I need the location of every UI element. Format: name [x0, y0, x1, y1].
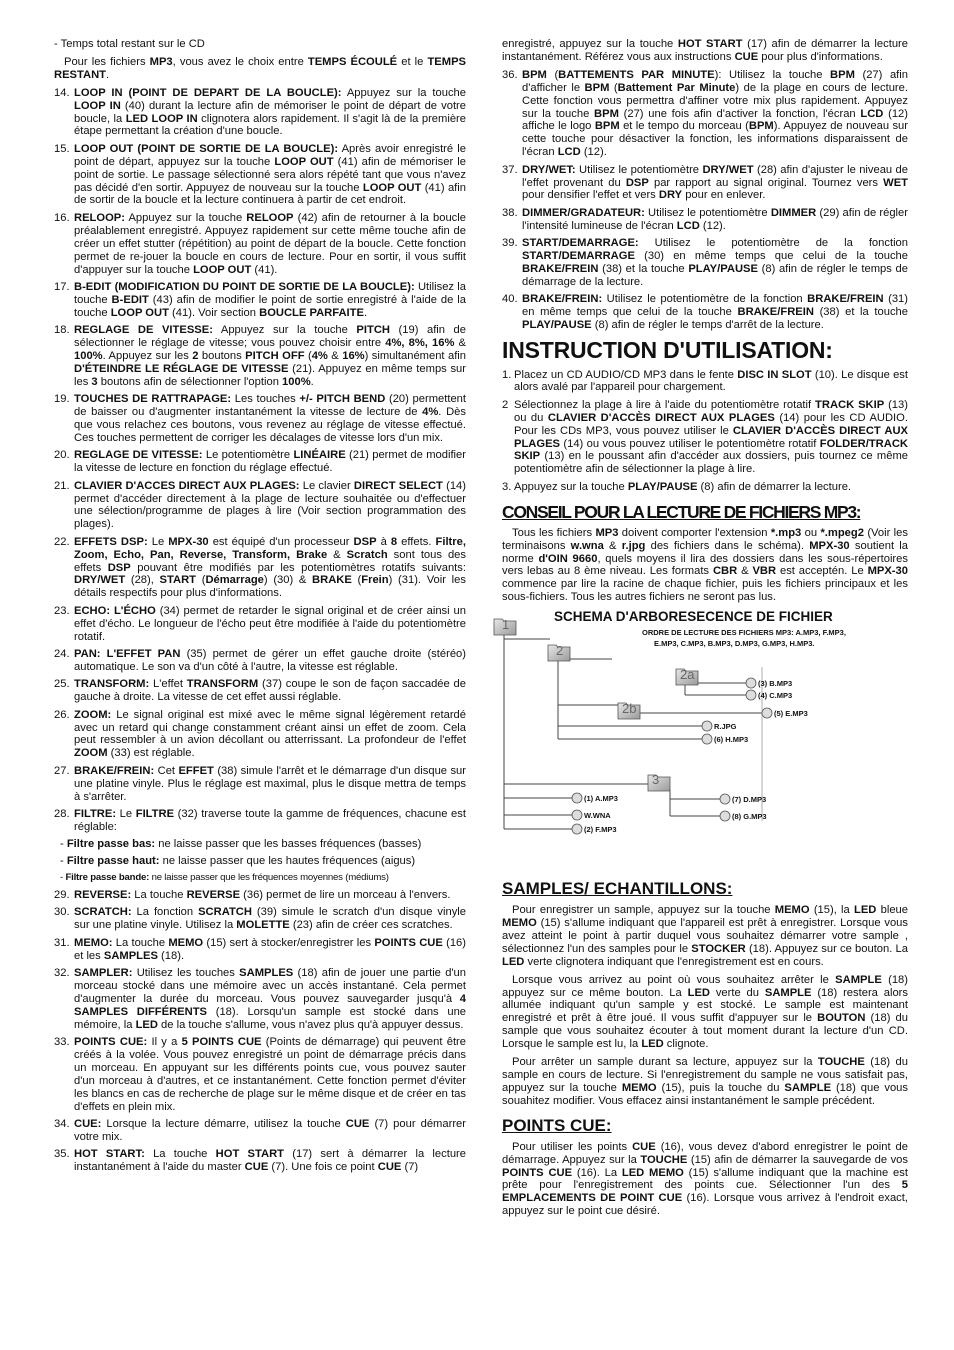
continuation-paragraph: enregistré, appuyez sur la touche HOT START (17) afin de démarrer la lecture instantanément. Référez vous aux instructions CUE pour plus d'informations. — [502, 38, 908, 63]
item-number: 26. — [54, 708, 70, 721]
diagram-title: SCHEMA D'ARBORESECENCE DE FICHIER — [554, 609, 833, 625]
item-number: 16. — [54, 211, 70, 224]
numbered-item — [54, 709, 466, 761]
points-cue-heading: POINTS CUE: — [502, 1115, 612, 1135]
item-text: MEMO: La touche MEMO (15) sert à stocker/enregistrer les POINTS CUE (16) et les SAMPLES (18). — [74, 936, 466, 962]
item-text: BPM (BATTEMENTS PAR MINUTE): Utilisez la touche BPM (27) afin d'afficher le BPM (Battement Par Minute) de la plage en cours de lecture. Cette fonction vous permettra d'affiner votre mix plus rapidement. Appuyez sur la touche BPM (27) une fois afin d'activer la fonction, l'écran LCD (12) affiche le logo BPM et le tempo du morceau (BPM). Appuyez de nouveau sur cette touche pour désactiver la fonction, les informations disparaissent de l'écran LCD (12). — [522, 68, 908, 159]
item-number: 27. — [54, 764, 70, 777]
file-disc-icon — [702, 734, 712, 744]
instruction-heading: INSTRUCTION D'UTILISATION: — [502, 336, 833, 363]
file-disc-icon — [746, 678, 756, 688]
folder-label: 2 — [556, 643, 564, 659]
right-column — [502, 38, 908, 1223]
item-number: 31. — [54, 936, 70, 949]
numbered-item — [502, 69, 908, 159]
folder-label: 2a — [680, 667, 695, 683]
numbered-item — [54, 143, 466, 208]
filter-item: - Filtre passe bande: ne laisse passer que les fréquences moyennes (médiums) — [60, 872, 389, 884]
item-number: 28. — [54, 807, 70, 820]
numbered-item — [54, 1036, 466, 1113]
file-label: W.WNA — [584, 811, 611, 821]
item-number: 21. — [54, 479, 70, 492]
folder-label: 3 — [652, 772, 660, 788]
item-text: EFFETS DSP: Le MPX-30 est équipé d'un processeur DSP à 8 effets. Filtre, Zoom, Echo, Pan, Reverse, Transform, Brake & Scratch sont tous des effets DSP pouvant être modifiés par les potentiomètres rotatifs suivants: DRY/WET (28), START (Démarrage) (30) & BRAKE (Frein) (31). Voir les détails respectifs pour plus d'informations. — [74, 535, 466, 600]
samples-paragraph: Lorsque vous arrivez au point où vous souhaitez arrêter le SAMPLE (18) appuyez sur ce même bouton. La LED verte du SAMPLE (18) restera alors allumée indiquant qu'un sample y est stocké. Le sample est maintenant enregistré et prêt à être joué. Il vous suffit d'appuyer sur le BOUTON (18) du sample que vous souhaitez écouter à tout moment durant la lecture d'un CD. Lorsque le sample est lu, la LED clignote. — [502, 973, 908, 1051]
samples-heading: SAMPLES/ ECHANTILLONS: — [502, 879, 733, 899]
item-text: BRAKE/FREIN: Cet EFFET (38) simule l'arrêt et le démarrage d'un disque sur une platine vinyle. Plus le réglage est maximal, plus le disque mettra de temps à s'arrêter. — [74, 764, 466, 803]
item-number: 34. — [54, 1117, 70, 1130]
numbered-item — [54, 605, 466, 644]
numbered-item — [502, 369, 908, 395]
item-text: HOT START: La touche HOT START (17) sert à démarrer la lecture instantanément à l'aide du master CUE (7). Une fois ce point CUE (7) — [74, 1148, 467, 1174]
item-number: 20. — [54, 449, 70, 462]
item-number: 17. — [54, 280, 70, 293]
file-disc-icon — [762, 708, 772, 718]
file-disc-icon — [572, 824, 582, 834]
numbered-item — [54, 449, 466, 475]
folder-label: 2b — [622, 701, 637, 717]
item-text: RELOOP: Appuyez sur la touche RELOOP (42) afin de retourner à la boucle préalablement enregistré. Appuyez rapidement sur cette même touche afin de créer un effet stutter (répétition) au point de départ de la boucle. Cette fonction permet de re-jouer la boucle en cours de lecture. Pour en sortir, il vous suffit d'appuyer sur la touche LOOP OUT (41). — [74, 211, 466, 276]
item-text: START/DEMARRAGE: Utilisez le potentiomètre de la fonction START/DEMARRAGE (30) en même temps que celui de la touche BRAKE/FREIN (38) et la touche PLAY/PAUSE (8) afin de régler le temps de démarrage de la lecture. — [522, 237, 908, 288]
file-disc-icon — [702, 721, 712, 731]
item-text: DRY/WET: Utilisez le potentiomètre DRY/WET (28) afin d'ajuster le niveau de l'effet provenant du DSP par rapport au signal original. Tournez vers WET pour densifier l'effet et vers DRY pour en enlever. — [522, 163, 908, 202]
item-text: Placez un CD AUDIO/CD MP3 dans le fente DISC IN SLOT (10). Le disque est alors avalé par l'appareil pour chargement. — [514, 368, 908, 394]
item-number: 36. — [502, 68, 518, 81]
item-text: PAN: L'EFFET PAN (35) permet de gérer un effet gauche droite (stéréo) automatique. Le son va d'un côté à l'autre, la vitesse est réglable. — [74, 647, 466, 673]
item-number: 32. — [54, 967, 70, 979]
file-label: (4) C.MP3 — [758, 691, 793, 701]
file-disc-icon — [572, 793, 582, 803]
file-disc-icon — [572, 810, 582, 820]
items-list-a — [54, 87, 466, 834]
item-number: 19. — [54, 393, 70, 406]
folder-label: 1 — [502, 617, 510, 633]
numbered-item — [54, 906, 466, 932]
item-text: FILTRE: Le FILTRE (32) traverse toute la gamme de fréquences, chacune est réglable: — [74, 807, 466, 833]
item-text: ECHO: L'ÉCHO (34) permet de retarder le signal original et de créer ainsi un effet d'écho. Le longueur de l'écho peut être modifiée à l'aide du potentiomètre rotatif. — [74, 604, 466, 643]
item-text: LOOP IN (POINT DE DEPART DE LA BOUCLE): Appuyez sur la touche LOOP IN (40) durant la lecture afin de mémoriser le point de départ de votre boucle, la LED LOOP IN clignotera alors rapidement. Il s'agit là de la première étape permettant la création d'une boucle. — [74, 86, 467, 138]
item-number: 3. — [502, 480, 512, 493]
numbered-item — [54, 281, 466, 320]
numbered-item — [54, 536, 466, 601]
items-list-b — [54, 889, 466, 1174]
order-line-2: E.MP3, C.MP3, B.MP3, D.MP3, G.MP3, H.MP3. — [654, 639, 815, 649]
samples-paragraph: Pour arrêter un sample durant sa lecture, appuyez sur la TOUCHE (18) du sample en cours de lecture. Si l'enregistrement du sample ne vous satisfait pas, appuyez sur la touche MEMO (15), puis la touche du SAMPLE (18) que vous souahitez modifier. Vous effacez ainsi instantanément le sample précédent. — [502, 1056, 908, 1107]
numbered-item — [54, 765, 466, 804]
file-label: (2) F.MP3 — [584, 825, 617, 835]
left-column — [54, 38, 466, 1179]
numbered-item — [54, 889, 466, 902]
filter-list — [54, 838, 466, 885]
numbered-item — [502, 293, 908, 332]
item-text: ZOOM: Le signal original est mixé avec le même signal légèrement retardé avec un retard qui change constamment créant ainsi un effet de zoom. Cela peut ressembler à un avion décollant ou atterrissant. La profondeur de l'effet ZOOM (33) est réglable. — [74, 708, 466, 760]
samples-paragraph: Pour enregistrer un sample, appuyez sur la touche MEMO (15), la LED bleue MEMO (15) s'allume indiquant que l'appareil est prêt à enregistrer. Lorsque vous avez atteint le point à partir duquel vous souhaitez démarrer votre sample , sélectionnez l'un des samples pour le STOCKER (18). Appuyez sur ce bouton. La LED verte clignotera indiquant que l'enregistrement est en cours. — [502, 904, 909, 968]
intro-line: - Temps total restant sur le CD — [54, 38, 205, 50]
order-line-1: ORDRE DE LECTURE DES FICHIERS MP3: A.MP3, F.MP3, — [642, 628, 846, 638]
item-text: Appuyez sur la touche PLAY/PAUSE (8) afin de démarrer la lecture. — [514, 480, 852, 493]
item-text: SCRATCH: La fonction SCRATCH (39) simule le scratch d'un disque vinyle sur une platine vinyle. Utilisez la MOLETTE (23) afin de créer ces scratches. — [74, 906, 467, 932]
item-number: 24. — [54, 647, 70, 660]
file-disc-icon — [720, 811, 730, 821]
item-text: REGLAGE DE VITESSE: Le potentiomètre LINÉAIRE (21) permet de modifier la vitesse de lecture en fonction du réglage effectué. — [74, 449, 466, 475]
numbered-item — [54, 1118, 466, 1144]
item-number: 37. — [502, 163, 518, 176]
item-number: 23. — [54, 604, 70, 617]
item-text: REGLAGE DE VITESSE: Appuyez sur la touche PITCH (19) afin de sélectionner le réglage de vitesse; vous pouvez choisir entre 4%, 8%, 16% & 100%. Appuyez sur les 2 boutons PITCH OFF (4% & 16%) simultanément afin D'ÉTEINDRE LE RÉGLAGE DE VITESSE (21). Appuyez en même temps sur les 3 boutons afin de sélectionner l'option 100%. — [74, 324, 467, 388]
numbered-item — [502, 481, 908, 494]
numbered-item — [54, 324, 466, 389]
item-number: 35. — [54, 1148, 70, 1161]
file-label: (7) D.MP3 — [732, 795, 767, 805]
numbered-item — [54, 937, 466, 963]
numbered-item — [54, 480, 466, 532]
item-number: 14. — [54, 86, 70, 99]
numbered-item — [54, 1148, 466, 1174]
numbered-item — [502, 207, 908, 233]
points-cue-paragraph: Pour utiliser les points CUE (16), vous devez d'abord enregistrer le point de démarrage. Appuyez sur la TOUCHE (15) afin de démarrer la sauvegarde de vos POINTS CUE (16). La LED MEMO (15) s'allume indiquant que la machine est prête pour l'enregistrement des points cue. Sélectionner l'un des 5 EMPLACEMENTS DE POINT CUE (16). Lorsque vous arrivez à l'endroit exact, appuyez sur le point cue désiré. — [502, 1140, 909, 1218]
conseil-heading: CONSEIL POUR LA LECTURE DE FICHIERS MP3: — [502, 501, 861, 522]
conseil-paragraph: Tous les fichiers MP3 doivent comporter l'extension *.mp3 ou *.mpeg2 (Voir les terminaisons w.wna & r.jpg des fichiers dans le schéma). MPX-30 soutient la norme d'OIN 9660, quels moyens il lira des dossiers dans les sous-répertoires vers lebas au 8 ème niveau. Les formats CBR & VBR est acceptén. Le MPX-30 commence par lire la racine de chaque fichier, puis les fichiers principaux et les sous-fichiers. Tous les autres fichiers ne seront pas lus. — [502, 526, 908, 604]
numbered-item — [54, 87, 466, 139]
item-number: 25. — [54, 678, 70, 691]
file-label: R.JPG — [714, 722, 737, 732]
folder-tree-diagram — [490, 609, 902, 871]
item-text: TRANSFORM: L'effet TRANSFORM (37) coupe le son de façon saccadée de gauche à droite. La vitesse de cet effet aussi réglable. — [74, 678, 466, 704]
instruction-list — [502, 369, 908, 494]
item-number: 38. — [502, 206, 518, 219]
item-number: 1. — [502, 368, 512, 381]
item-text: SAMPLER: Utilisez les touches SAMPLES (18) afin de jouer une partie d'un morceau stocké dans une mémoire avec un accès instantané. Cela permet d'augmenter la durée du morceau. Vous pouvez sauvegarder jusqu'à 4 SAMPLES DIFFÉRENTS (18). Lorsqu'un sample est stocké dans une mémoire, la LED de la touche s'allume, vous n'avez plus qu'à appuyer dessus. — [74, 967, 467, 1031]
numbered-item — [502, 399, 908, 476]
numbered-item — [54, 648, 466, 674]
intro-paragraph: Pour les fichiers MP3, vous avez le choix entre TEMPS ÉCOULÉ et le TEMPS RESTANT. — [54, 55, 466, 81]
item-text: CUE: Lorsque la lecture démarre, utilisez la touche CUE (7) pour démarrer votre mix. — [74, 1117, 466, 1143]
items-list-c — [502, 69, 908, 332]
file-label: (8) G.MP3 — [732, 812, 767, 822]
numbered-item — [502, 164, 908, 203]
numbered-item — [54, 967, 466, 1032]
file-label: (3) B.MP3 — [758, 679, 793, 689]
item-number: 33. — [54, 1036, 70, 1049]
item-text: BRAKE/FREIN: Utilisez le potentiomètre de la fonction BRAKE/FREIN (31) en même temps que celui de la touche BRAKE/FREIN (38) et la touche PLAY/PAUSE (8) afin de régler le temps d'arrêt de la lecture. — [522, 293, 908, 332]
item-number: 22. — [54, 535, 70, 548]
item-number: 18. — [54, 324, 70, 337]
item-number: 2 — [502, 398, 509, 411]
item-text: TOUCHES DE RATTRAPAGE: Les touches +/- PITCH BEND (20) permettent de baisser ou d'augmenter instantanément la vitesse de lecture de 4%. Dès que vous relachez ces boutons, vous revenez au réglage de vitesse effectué. Ces touches permettent de corriger les décalages de vitesse lors d'un mix. — [74, 393, 467, 444]
file-disc-icon — [720, 794, 730, 804]
item-text: B-EDIT (MODIFICATION DU POINT DE SORTIE DE LA BOUCLE): Utilisez la touche B-EDIT (43) afin de modifier le point de sortie enregistré à l'aide de la touche LOOP OUT (41). Voir section BOUCLE PARFAITE. — [74, 280, 466, 319]
numbered-item — [54, 212, 466, 277]
item-text: DIMMER/GRADATEUR: Utilisez le potentiomètre DIMMER (29) afin de régler l'intensité lumineuse de l'écran LCD (12). — [522, 206, 908, 232]
item-text: POINTS CUE: Il y a 5 POINTS CUE (Points de démarrage) qui peuvent être créés à la volée. Vous pouvez enregistré un point de démarrage précis dans un morceau. En appuyant sur les différents points cue, vous pouvez sauter d'un morceau à d'autres, et ce instantanément. Cette fonction permet d'éviter les blancs en cas de recherche de plage sur le même disque et de créer en tas d'effets en plein mix. — [74, 1036, 466, 1113]
file-label: (5) E.MP3 — [774, 709, 808, 719]
numbered-item — [54, 678, 466, 704]
item-number: 40. — [502, 293, 518, 306]
file-label: (6) H.MP3 — [714, 735, 749, 745]
item-text: Sélectionnez la plage à lire à l'aide du potentiomètre rotatif TRACK SKIP (13) ou du CLAVIER D'ACCÈS DIRECT AUX PLAGES (14) pour les CD AUDIO. Pour les CDs MP3, vous pouvez utiliser le CLAVIER D'ACCÈS DIRECT AUX PLAGES (14) ou vous pouvez utiliser le potentiomètre rotatif FOLDER/TRACK SKIP (13) en le poussant afin d'accéder aux dossiers, puis tournez ce même potentiomètre afin de sélectionner la plage à lire. — [514, 398, 908, 476]
item-number: 29. — [54, 888, 70, 901]
item-text: REVERSE: La touche REVERSE (36) permet de lire un morceau à l'envers. — [74, 888, 451, 901]
filter-item: - Filtre passe haut: ne laisse passer que les hautes fréquences (aigus) — [60, 855, 416, 868]
file-label: (1) A.MP3 — [584, 794, 618, 804]
numbered-item — [54, 393, 466, 445]
numbered-item — [54, 808, 466, 834]
item-text: LOOP OUT (POINT DE SORTIE DE LA BOUCLE): Après avoir enregistré le point de départ, appuyez sur la touche LOOP OUT (41) afin de mémoriser le point de sortie. Le passage sélectionné sera alors répété tant que vous n'avez pas décidé d'en sortir. Appuyez de nouveau sur la touche LOOP OUT (41) afin de sortir de la boucle et la lecture continuera à partir de cet endroit. — [74, 142, 466, 207]
file-disc-icon — [746, 690, 756, 700]
item-number: 39. — [502, 237, 518, 250]
numbered-item — [502, 237, 908, 289]
item-text: CLAVIER D'ACCES DIRECT AUX PLAGES: Le clavier DIRECT SELECT (14) permet d'accéder directement à la plage de lecture souhaitée ou d'effectuer une sélection/programme de plages à lire (Voir section programmation des plages). — [74, 479, 466, 531]
item-number: 15. — [54, 142, 70, 155]
filter-item: - Filtre passe bas: ne laisse passer que les basses fréquences (basses) — [60, 838, 422, 851]
item-number: 30. — [54, 906, 70, 919]
